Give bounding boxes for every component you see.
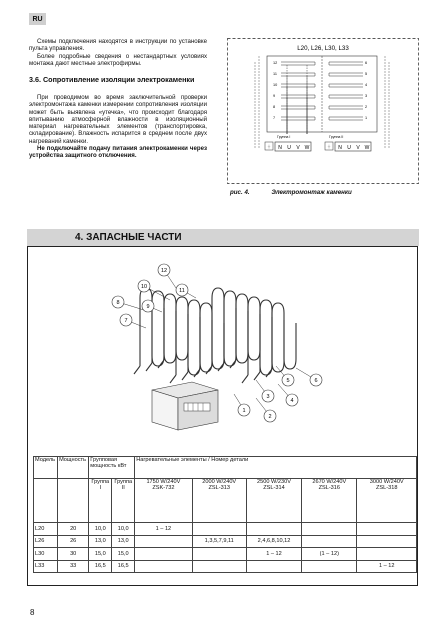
table-cell: [246, 560, 301, 573]
section-3-6-text: [29, 94, 207, 160]
intro-paragraph-2: Более подробные сведения о нестандартных условиях монтажа дают местные электрофирмы.: [29, 52, 207, 67]
element-watt: 2500 W/230V: [257, 479, 291, 485]
figure-title: Электромонтаж каменки: [271, 189, 352, 196]
element-header: [302, 479, 357, 523]
terminal-label: 6: [365, 61, 368, 65]
heating-element-wire: [329, 84, 363, 87]
table-cell: [135, 560, 192, 573]
heating-element-wire: [281, 84, 315, 87]
table-cell: [302, 560, 357, 573]
element-header: [192, 479, 246, 523]
table-cell: 10,0: [112, 523, 135, 536]
table-cell: 16,5: [89, 560, 112, 573]
header-group-2: Группа II: [112, 479, 135, 523]
element-terminal-leg: [158, 360, 164, 368]
table-cell: 20: [58, 523, 89, 536]
table-cell: 26: [58, 535, 89, 548]
group-2-label: Группа II: [329, 135, 344, 139]
element-terminal-leg: [230, 360, 236, 368]
group-1-label: Группа I: [277, 135, 291, 139]
figure-caption: [230, 189, 352, 196]
wiring-diagram: [227, 38, 419, 184]
header-power: Мощность: [58, 457, 89, 479]
element-code: ZSK-732: [152, 485, 175, 491]
callout-number: 7: [124, 318, 128, 324]
header-elements: Нагревательные элементы / Номер детали: [135, 457, 417, 479]
table-cell: 13,0: [112, 535, 135, 548]
table-cell: 2,4,6,8,10,12: [246, 535, 301, 548]
block-label: V: [296, 145, 300, 151]
heating-element-wire: [281, 95, 315, 98]
table-cell: [192, 560, 246, 573]
terminal-block-2: [325, 142, 371, 151]
heating-element-wire: [329, 106, 363, 109]
table-row: [34, 560, 417, 573]
element-terminal-leg: [194, 369, 200, 377]
table-cell: 13,0: [89, 535, 112, 548]
callout-number: 4: [290, 398, 294, 404]
element-header: [135, 479, 192, 523]
table-row: [34, 523, 417, 536]
heater-elements-illustration: [100, 258, 340, 450]
block-label: W: [304, 145, 310, 151]
table-cell: [357, 548, 417, 561]
header-group-1: Группа I: [89, 479, 112, 523]
table-cell: [302, 535, 357, 548]
spare-parts-table: [33, 456, 417, 573]
block-label: U: [347, 145, 351, 151]
table-cell: 30: [58, 548, 89, 561]
table-cell: 15,0: [112, 548, 135, 561]
language-badge: RU: [29, 13, 46, 25]
element-terminal-leg: [218, 363, 224, 371]
element-terminal-leg: [206, 366, 212, 374]
callout-number: 8: [116, 300, 120, 306]
element-terminal-leg: [146, 363, 152, 371]
table-cell: 1 – 12: [357, 560, 417, 573]
terminal-label: 3: [365, 94, 368, 98]
rcd-warning: Не подключайте подачу питания электрокаменки через устройства защитного отключения.: [29, 145, 207, 160]
table-cell: [135, 548, 192, 561]
element-watt: 2000 W/240V: [202, 479, 237, 485]
table-cell: [192, 548, 246, 561]
terminal-label: 4: [365, 83, 368, 87]
element-terminal-leg: [170, 375, 176, 383]
callout-number: 10: [140, 284, 148, 290]
svg-text:⏚: ⏚: [267, 144, 271, 149]
heating-element-wire: [281, 106, 315, 109]
section-4-band: [27, 229, 419, 246]
page-number: 8: [30, 608, 35, 617]
table-row: [34, 548, 417, 561]
heating-element-wire: [281, 62, 315, 65]
block-label: U: [287, 145, 291, 151]
heating-element-wire: [329, 62, 363, 65]
insulation-paragraph: При проводимом во время заключительной проверки электромонтажа каменки измерении сопротивления изоляции может быть выявлена «утечка», что происходит благодаря впитыванию атмосферной влажности в изоляционный материал нагревательных элементов (транспортировка, складирование). Влажность испарится в среднем после двух нагреваний каменки.: [29, 94, 207, 145]
element-terminal-leg: [266, 369, 272, 377]
figure-number: рис. 4.: [230, 189, 250, 196]
element-terminal-leg: [134, 366, 140, 374]
svg-text:⏚: ⏚: [327, 144, 331, 149]
table-cell: [135, 535, 192, 548]
callout-number: 5: [286, 378, 290, 384]
terminal-box: [152, 382, 218, 430]
callout-number: 3: [266, 394, 270, 400]
block-label: W: [364, 145, 370, 151]
table-cell: 1,3,5,7,9,11: [192, 535, 246, 548]
table-cell: (1 – 12): [302, 548, 357, 561]
table-cell: L26: [34, 535, 58, 548]
block-label: V: [356, 145, 360, 151]
terminal-label: 11: [273, 72, 277, 76]
table-row: [34, 535, 417, 548]
table-cell: 10,0: [89, 523, 112, 536]
callout-number: 1: [242, 408, 246, 414]
element-watt: 2670 W/240V: [312, 479, 347, 485]
wiring-models-label: L20, L26, L30, L33: [297, 45, 349, 52]
callout-number: 2: [268, 414, 272, 420]
table-cell: [357, 523, 417, 536]
element-terminal-leg: [182, 372, 188, 380]
element-watt: 1750 W/240V: [146, 479, 181, 485]
callout-number: 12: [160, 268, 168, 274]
element-watt: 3000 W/240V: [369, 479, 404, 485]
table-cell: [246, 523, 301, 536]
callout-number: 9: [146, 304, 150, 310]
table-cell: L33: [34, 560, 58, 573]
section-3-6-title: 3.6. Сопротивление изоляции электрокаменки: [29, 75, 195, 84]
callout-number: 6: [314, 378, 318, 384]
terminal-block-1: [265, 142, 311, 151]
element-code: ZSL-313: [208, 485, 230, 491]
terminal-label: 5: [365, 72, 368, 76]
intro-paragraph-1: Схемы подключения находятся в инструкции по установке пульта управления.: [29, 38, 207, 53]
section-4-title: 4. ЗАПАСНЫЕ ЧАСТИ: [75, 232, 182, 243]
terminal-label: 7: [273, 116, 276, 120]
terminal-label: 9: [273, 94, 276, 98]
terminal-label: 8: [273, 105, 276, 109]
table-cell: L20: [34, 523, 58, 536]
block-label: N: [338, 145, 342, 151]
table-cell: [192, 523, 246, 536]
heating-element-wire: [329, 117, 363, 120]
heating-element-wire: [329, 73, 363, 76]
terminal-label: 2: [365, 105, 368, 109]
heating-element-wire: [329, 95, 363, 98]
intro-text: [29, 38, 207, 67]
table-cell: 33: [58, 560, 89, 573]
callout-number: 11: [179, 288, 185, 294]
heating-element-wire: [281, 117, 315, 120]
element-header: [357, 479, 417, 523]
table-cell: 16,5: [112, 560, 135, 573]
table-cell: 1 – 12: [135, 523, 192, 536]
header-group-power: Групповая мощность кВт: [89, 457, 135, 479]
element-code: ZSL-318: [375, 485, 398, 491]
terminal-label: 10: [273, 83, 278, 87]
heating-element: [272, 303, 296, 369]
terminal-label: 1: [365, 116, 368, 120]
table-cell: [302, 523, 357, 536]
heating-element-wire: [281, 73, 315, 76]
element-terminal-leg: [254, 372, 260, 380]
table-cell: L30: [34, 548, 58, 561]
table-cell: 15,0: [89, 548, 112, 561]
table-cell: [357, 535, 417, 548]
header-model: Модель: [34, 457, 58, 479]
element-terminal-leg: [242, 375, 248, 383]
table-cell: 1 – 12: [246, 548, 301, 561]
block-label: N: [278, 145, 282, 151]
element-header: [246, 479, 301, 523]
element-code: ZSL-316: [318, 485, 341, 491]
element-code: ZSL-314: [263, 485, 285, 491]
terminal-label: 12: [273, 61, 278, 65]
